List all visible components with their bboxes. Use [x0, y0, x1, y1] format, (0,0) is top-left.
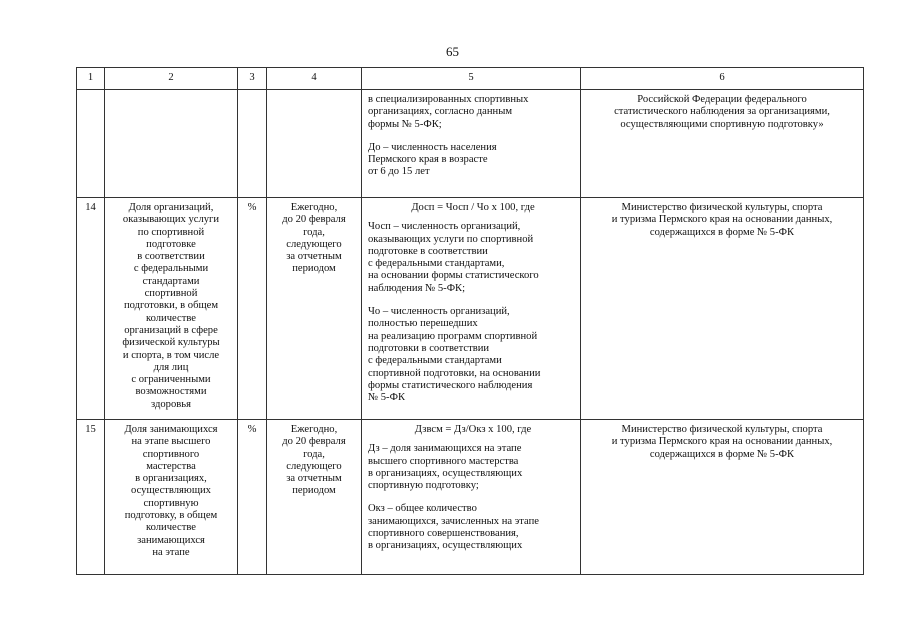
text-line: спортивного	[142, 448, 200, 460]
table-row-14	[77, 198, 864, 420]
paragraph	[368, 142, 578, 179]
paragraph	[368, 94, 578, 131]
text-line: формы статистического наблюдения	[368, 379, 533, 391]
text-line: на основании формы статистического	[368, 270, 539, 282]
text-line: следующего	[286, 460, 342, 472]
text-line: подготовку, в общем	[124, 510, 218, 522]
paragraph	[368, 443, 578, 492]
unit-cell: %	[238, 198, 267, 420]
text-line: Пермского края в возрасте	[368, 154, 488, 166]
text-line: в специализированных спортивных	[368, 94, 529, 105]
method-paragraphs	[368, 221, 578, 404]
header-col-6: 6	[581, 68, 864, 90]
text-line: на этапе	[152, 546, 190, 558]
text-line: количестве	[146, 522, 196, 534]
text-line: в организациях,	[135, 473, 207, 485]
text-line: высшего спортивного мастерства	[368, 455, 519, 467]
text-line: года,	[303, 448, 325, 460]
text-line: до 20 февраля	[282, 214, 346, 226]
table-row-continuation	[77, 90, 864, 198]
header-row	[77, 68, 864, 90]
text-line: за отчетным	[286, 473, 342, 485]
header-col-1: 1	[77, 68, 105, 90]
text-line: периодом	[292, 485, 336, 497]
cont-col-4	[267, 90, 362, 198]
text-line: следующего	[286, 238, 342, 250]
text-line: и спорта, в том числе	[122, 349, 220, 361]
cont-col-1	[77, 90, 105, 198]
text-line: на реализацию программ спортивной	[368, 330, 538, 342]
text-line: в соответствии	[137, 251, 205, 263]
text-line: Ежегодно,	[290, 202, 338, 213]
text-line: с ограниченными	[131, 374, 211, 386]
unit-cell: %	[238, 420, 267, 575]
text-line: Доля организаций,	[128, 202, 214, 213]
text-line: наблюдения № 5-ФК;	[368, 282, 466, 294]
text-line: спортивную подготовку;	[368, 480, 479, 492]
text-line: с федеральными стандартами,	[368, 258, 505, 270]
text-line: подготовке в соответствии	[368, 245, 488, 257]
text-line: Российской Федерации федерального	[637, 94, 807, 105]
text-line: До – численность населения	[368, 141, 497, 153]
text-line: количестве	[146, 312, 196, 324]
period-cell	[267, 420, 362, 575]
indicator-name-cell	[105, 420, 238, 575]
header-col-4: 4	[267, 68, 362, 90]
cont-col-2	[105, 90, 238, 198]
text-line: полностью перешедших	[368, 318, 478, 330]
text-line: от 6 до 15 лет	[368, 166, 430, 178]
text-line: спортивного совершенствования,	[368, 528, 519, 540]
text-line: статистического наблюдения за организациями,	[614, 106, 830, 118]
text-line: Ежегодно,	[290, 424, 338, 435]
text-line: до 20 февраля	[282, 436, 346, 448]
text-line: содержащихся в форме № 5-ФК	[649, 226, 795, 238]
text-line: Министерство физической культуры, спорта	[621, 202, 823, 213]
text-line: года,	[303, 226, 325, 238]
text-line: занимающихся, зачисленных на этапе	[368, 515, 539, 527]
row-number: 15	[77, 420, 105, 575]
text-line: содержащихся в форме № 5-ФК	[649, 448, 795, 460]
text-line: Дз – доля занимающихся на этапе	[368, 443, 522, 455]
text-line: формы № 5-ФК;	[368, 118, 442, 130]
text-line: здоровья	[151, 398, 191, 410]
text-line: в организациях, осуществляющих	[368, 467, 523, 479]
text-line: физической культуры	[122, 337, 220, 349]
paragraph	[368, 503, 578, 552]
indicator-name-cell	[105, 198, 238, 420]
header-col-5: 5	[362, 68, 581, 90]
text-line: осуществляющими спортивную подготовку»	[620, 118, 824, 130]
cont-source-cell	[581, 90, 864, 198]
cont-col-3	[238, 90, 267, 198]
text-line: подготовки в соответствии	[368, 342, 490, 354]
text-line: за отчетным	[286, 251, 342, 263]
text-line: организаций в сфере	[124, 324, 218, 336]
paragraph	[368, 306, 578, 404]
cont-method-cell	[362, 90, 581, 198]
text-line: спортивной	[144, 288, 198, 300]
method-paragraphs	[368, 443, 578, 552]
header-col-2: 2	[105, 68, 238, 90]
text-line: для лиц	[153, 361, 189, 373]
text-line: Чо – численность организаций,	[368, 306, 510, 318]
text-line: на этапе высшего	[131, 436, 211, 448]
text-line: подготовки, в общем	[123, 300, 219, 312]
formula: Досп = Чосп / Чо x 100, где	[411, 202, 535, 213]
text-line: № 5-ФК	[368, 392, 406, 404]
text-line: организациях, согласно данным	[368, 106, 513, 118]
text-line: периодом	[292, 263, 336, 275]
period-cell	[267, 198, 362, 420]
text-line: и туризма Пермского края на основании данных,	[611, 436, 833, 448]
text-line: спортивной подготовки, на основании	[368, 367, 541, 379]
text-line: оказывающих услуги	[122, 214, 220, 226]
text-line: Доля занимающихся	[124, 424, 218, 435]
text-line: занимающихся	[137, 534, 205, 546]
source-cell	[581, 420, 864, 575]
header-col-3: 3	[238, 68, 267, 90]
table-row-15	[77, 420, 864, 575]
text-line: Окз – общее количество	[368, 503, 477, 515]
indicators-table	[76, 67, 864, 575]
text-line: мастерства	[146, 460, 196, 472]
text-line: Министерство физической культуры, спорта	[621, 424, 823, 435]
row-number: 14	[77, 198, 105, 420]
formula: Дзвсм = Дз/Окз x 100, где	[414, 424, 532, 435]
text-line: спортивную	[143, 497, 199, 509]
paragraph	[368, 221, 578, 295]
method-cell	[362, 420, 581, 575]
source-cell	[581, 198, 864, 420]
text-line: оказывающих услуги по спортивной	[368, 233, 534, 245]
method-cell	[362, 198, 581, 420]
text-line: осуществляющих	[131, 485, 211, 497]
text-line: в организациях, осуществляющих	[368, 540, 523, 552]
text-line: и туризма Пермского края на основании данных,	[611, 214, 833, 226]
text-line: по спортивной	[137, 226, 205, 238]
text-line: подготовке	[146, 238, 196, 250]
text-line: Чосп – численность организаций,	[368, 221, 521, 233]
text-line: с федеральными	[133, 263, 209, 275]
text-line: стандартами	[142, 275, 200, 287]
text-line: возможностями	[135, 386, 207, 398]
page-number: 65	[446, 44, 459, 59]
text-line: с федеральными стандартами	[368, 355, 502, 367]
